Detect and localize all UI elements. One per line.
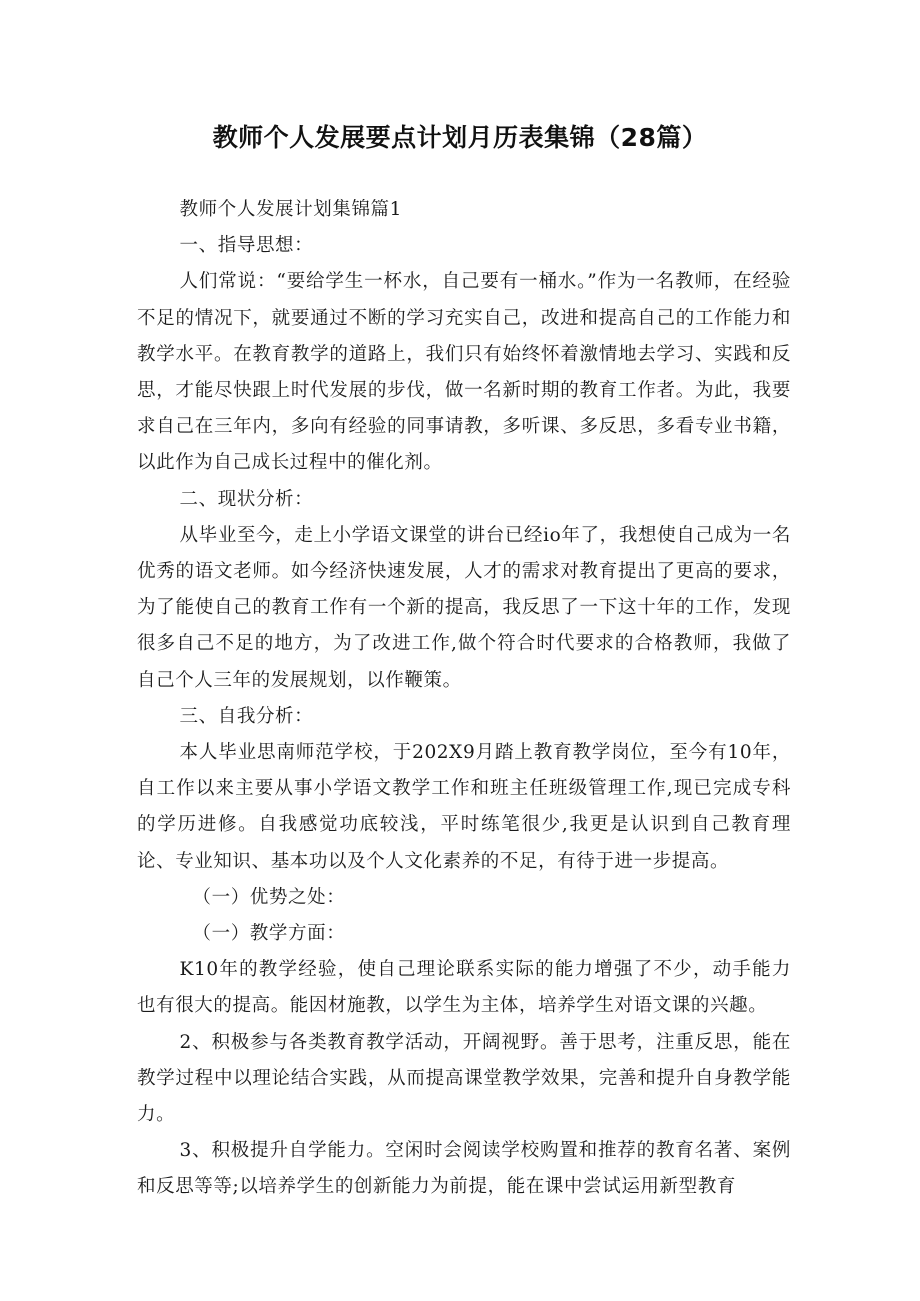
list-item: 3、积极提升自学能力。空闲时会阅读学校购置和推荐的教育名著、案例和反思等等;以培养学生的创新能力为前提，能在课中尝试运用新型教育	[137, 1140, 791, 1198]
document-body	[137, 192, 791, 1206]
paragraph: 从毕业至今，走上小学语文课堂的讲台已经io年了，我想使自己成为一名优秀的语文老师。如今经济快速发展，人才的需求对教育提出了更高的要求，为了能使自己的教育工作有一个新的提高，我反思了一下这十年的工作，发现很多自己不足的地方，为了改进工作,做个符合时代要求的合格教师，我做了自己个人三年的发展规划，以作鞭策。	[137, 524, 791, 691]
section-heading: 一、指导思想：	[179, 235, 314, 257]
subsection-heading: （一）优势之处：	[192, 886, 346, 908]
subsection-heading: （一）教学方面：	[192, 923, 346, 945]
section-heading: 二、现状分析：	[179, 488, 314, 510]
section-heading: 教师个人发展计划集锦篇1	[179, 199, 403, 220]
document-title: 教师个人发展要点计划月历表集锦（28篇）	[212, 123, 708, 152]
list-item: K10年的教学经验，使自己理论联系实际的能力增强了不少，动手能力也有很大的提高。能因材施教，以学生为主体，培养学生对语文课的兴趣。	[137, 959, 791, 1017]
section-heading: 三、自我分析：	[179, 705, 314, 727]
paragraph: 人们常说：“要给学生一杯水，自己要有一桶水。”作为一名教师，在经验不足的情况下，就要通过不断的学习充实自己，改进和提高自己的工作能力和教学水平。在教育教学的道路上，我们只有始终怀着激情地去学习、实践和反思，才能尽快跟上时代发展的步伐，做一名新时期的教育工作者。为此，我要求自己在三年内，多向有经验的同事请教，多听课、多反思，多看专业书籍，以此作为自己成长过程中的催化剂。	[137, 271, 791, 474]
paragraph: 本人毕业思南师范学校，于202X9月踏上教育教学岗位，至今有10年，自工作以来主要从事小学语文教学工作和班主任班级管理工作,现已完成专科的学历进修。自我感觉功底较浅，平时练笔很少,我更是认识到自己教育理论、专业知识、基本功以及个人文化素养的不足，有待于进一步提高。	[137, 742, 791, 872]
list-item: 2、积极参与各类教育教学活动，开阔视野。善于思考，注重反思，能在教学过程中以理论结合实践，从而提高课堂教学效果，完善和提升自身教学能力。	[137, 1031, 791, 1126]
